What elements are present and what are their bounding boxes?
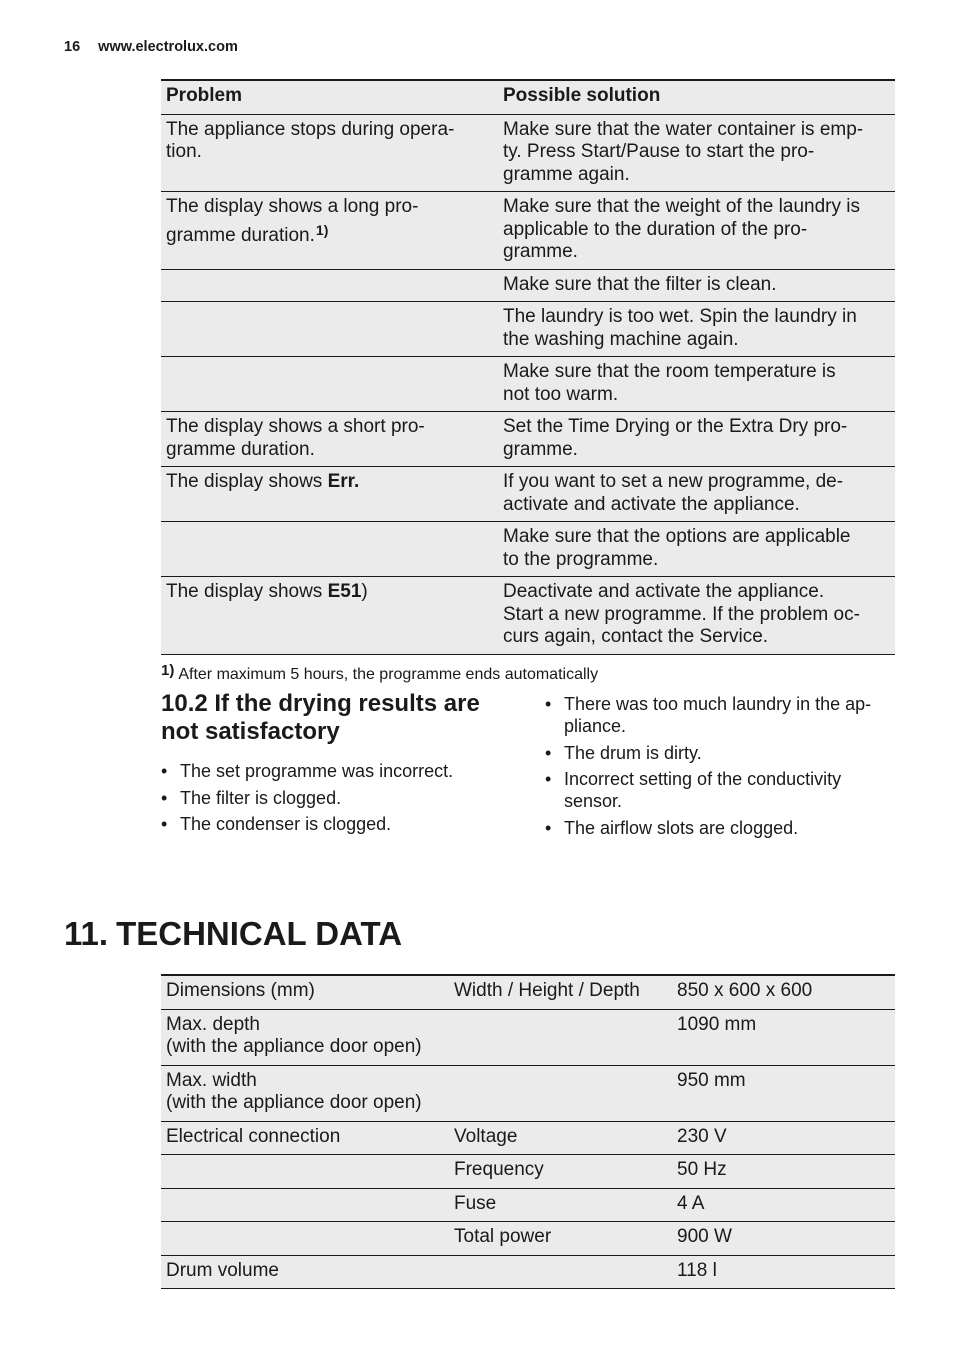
- table-row: [161, 1121, 895, 1155]
- table-row: [161, 467, 895, 522]
- table-cell: 230 V: [672, 1121, 895, 1155]
- table-cell: Frequency: [449, 1155, 672, 1189]
- solution-cell: [498, 192, 895, 270]
- problem-cell: [161, 522, 498, 577]
- table-row: [161, 1188, 895, 1222]
- problem-cell: [161, 467, 498, 522]
- solution-cell: [498, 522, 895, 577]
- problem-cell: [161, 114, 498, 192]
- table-row: [161, 1222, 895, 1256]
- causes-list-right: [545, 693, 895, 843]
- table-row: [161, 412, 895, 467]
- table-cell: Voltage: [449, 1121, 672, 1155]
- table-cell: Max. width (with the appliance door open): [161, 1065, 449, 1121]
- solution-text: Make sure that the water container is emp- ty. Press Start/Pause to start the pro- gramme again.: [503, 118, 864, 185]
- table-cell: 950 mm: [672, 1065, 895, 1121]
- solution-cell: [498, 269, 895, 302]
- problem-suffix: ): [361, 581, 368, 602]
- table-row: [161, 302, 895, 357]
- solution-text: Deactivate and activate the appliance. Start a new programme. If the problem oc- curs again, contact the Service.: [503, 581, 860, 647]
- table-header-row: [161, 80, 895, 114]
- table-cell: 50 Hz: [672, 1155, 895, 1189]
- table-row: [161, 975, 895, 1009]
- table-cell: [449, 1065, 672, 1121]
- table-row: [161, 357, 895, 412]
- table-row: [161, 577, 895, 655]
- solution-text: Set the Time Drying or the Extra Dry pro- gramme.: [503, 416, 848, 460]
- table-row: [161, 522, 895, 577]
- problem-cell: [161, 192, 498, 270]
- problem-cell: [161, 302, 498, 357]
- table-cell: [449, 1255, 672, 1289]
- problem-text: The display shows: [166, 581, 328, 602]
- table-cell: Width / Height / Depth: [449, 975, 672, 1009]
- table-row: [161, 269, 895, 302]
- table-cell: Total power: [449, 1222, 672, 1256]
- list-item: • Incorrect setting of the conductivity sensor.: [545, 768, 895, 812]
- section-heading-technical-data: [64, 914, 402, 954]
- footnote-text: After maximum 5 hours, the programme ends automatically: [178, 666, 599, 683]
- causes-list-left: [161, 760, 531, 840]
- problem-cell: [161, 357, 498, 412]
- list-item: • The filter is clogged.: [161, 787, 531, 809]
- list-item: • There was too much laundry in the ap- pliance.: [545, 693, 895, 737]
- solution-cell: [498, 357, 895, 412]
- table-row: [161, 1065, 895, 1121]
- error-code-err: Err.: [327, 471, 360, 492]
- site-url[interactable]: www.electrolux.com: [98, 39, 238, 55]
- solution-text: The laundry is too wet. Spin the laundry in the washing machine again.: [503, 306, 857, 350]
- table-cell: 900 W: [672, 1222, 895, 1256]
- section-number: 11.: [64, 915, 109, 952]
- table-cell: [161, 1222, 449, 1256]
- solution-cell: [498, 412, 895, 467]
- solution-cell: [498, 302, 895, 357]
- solution-text: Make sure that the options are applicable to the programme.: [503, 526, 851, 570]
- footnote-mark: 1): [161, 662, 175, 679]
- list-item: • The set programme was incorrect.: [161, 760, 531, 782]
- section-heading-drying: [161, 690, 521, 746]
- table-cell: 1090 mm: [672, 1009, 895, 1065]
- table-cell: [449, 1009, 672, 1065]
- table-cell: [161, 1188, 449, 1222]
- problem-text: The appliance stops during opera- tion.: [166, 118, 455, 162]
- table-row: [161, 1255, 895, 1289]
- column-header-solution: Possible solution: [498, 80, 895, 114]
- error-code-e51: E51: [327, 581, 362, 602]
- solution-cell: [498, 577, 895, 655]
- section-title: TECHNICAL DATA: [116, 915, 403, 952]
- solution-text: Make sure that the room temperature is not too warm.: [503, 361, 836, 405]
- list-item: • The condenser is clogged.: [161, 813, 531, 835]
- table-row: [161, 1155, 895, 1189]
- table-cell: Dimensions (mm): [161, 975, 449, 1009]
- table-cell: Drum volume: [161, 1255, 449, 1289]
- table-row: [161, 192, 895, 270]
- solution-cell: [498, 114, 895, 192]
- list-item: • The drum is dirty.: [545, 742, 895, 764]
- solution-text: Make sure that the filter is clean.: [503, 273, 777, 295]
- solution-cell: [498, 467, 895, 522]
- table-cell: 118 l: [672, 1255, 895, 1289]
- table-cell: Electrical connection: [161, 1121, 449, 1155]
- page-number: 16: [64, 39, 81, 55]
- section-number: 10.2: [161, 690, 208, 717]
- problem-text: The display shows a long pro- gramme duration.: [166, 196, 419, 246]
- problem-cell: [161, 412, 498, 467]
- column-header-problem: Problem: [161, 80, 498, 114]
- table-cell: 850 x 600 x 600: [672, 975, 895, 1009]
- section-title: If the drying results are not satisfactory: [161, 690, 480, 745]
- list-item: • The airflow slots are clogged.: [545, 817, 895, 839]
- technical-data-table: [161, 974, 895, 1289]
- table-row: [161, 114, 895, 192]
- table-footnote: [161, 662, 598, 684]
- problem-cell: [161, 577, 498, 655]
- table-cell: [161, 1155, 449, 1189]
- problem-text: The display shows: [166, 471, 328, 492]
- solution-text: If you want to set a new programme, de- activate and activate the appliance.: [503, 471, 844, 515]
- troubleshooting-table: [161, 79, 895, 655]
- problem-cell: [161, 269, 498, 302]
- page-header: [64, 39, 238, 55]
- footnote-ref: 1): [315, 221, 329, 238]
- table-row: [161, 1009, 895, 1065]
- table-cell: 4 A: [672, 1188, 895, 1222]
- table-cell: Fuse: [449, 1188, 672, 1222]
- solution-text: Make sure that the weight of the laundry is applicable to the duration of the pro- gramme.: [503, 196, 860, 262]
- table-cell: Max. depth (with the appliance door open): [161, 1009, 449, 1065]
- problem-text: The display shows a short pro- gramme duration.: [166, 416, 425, 460]
